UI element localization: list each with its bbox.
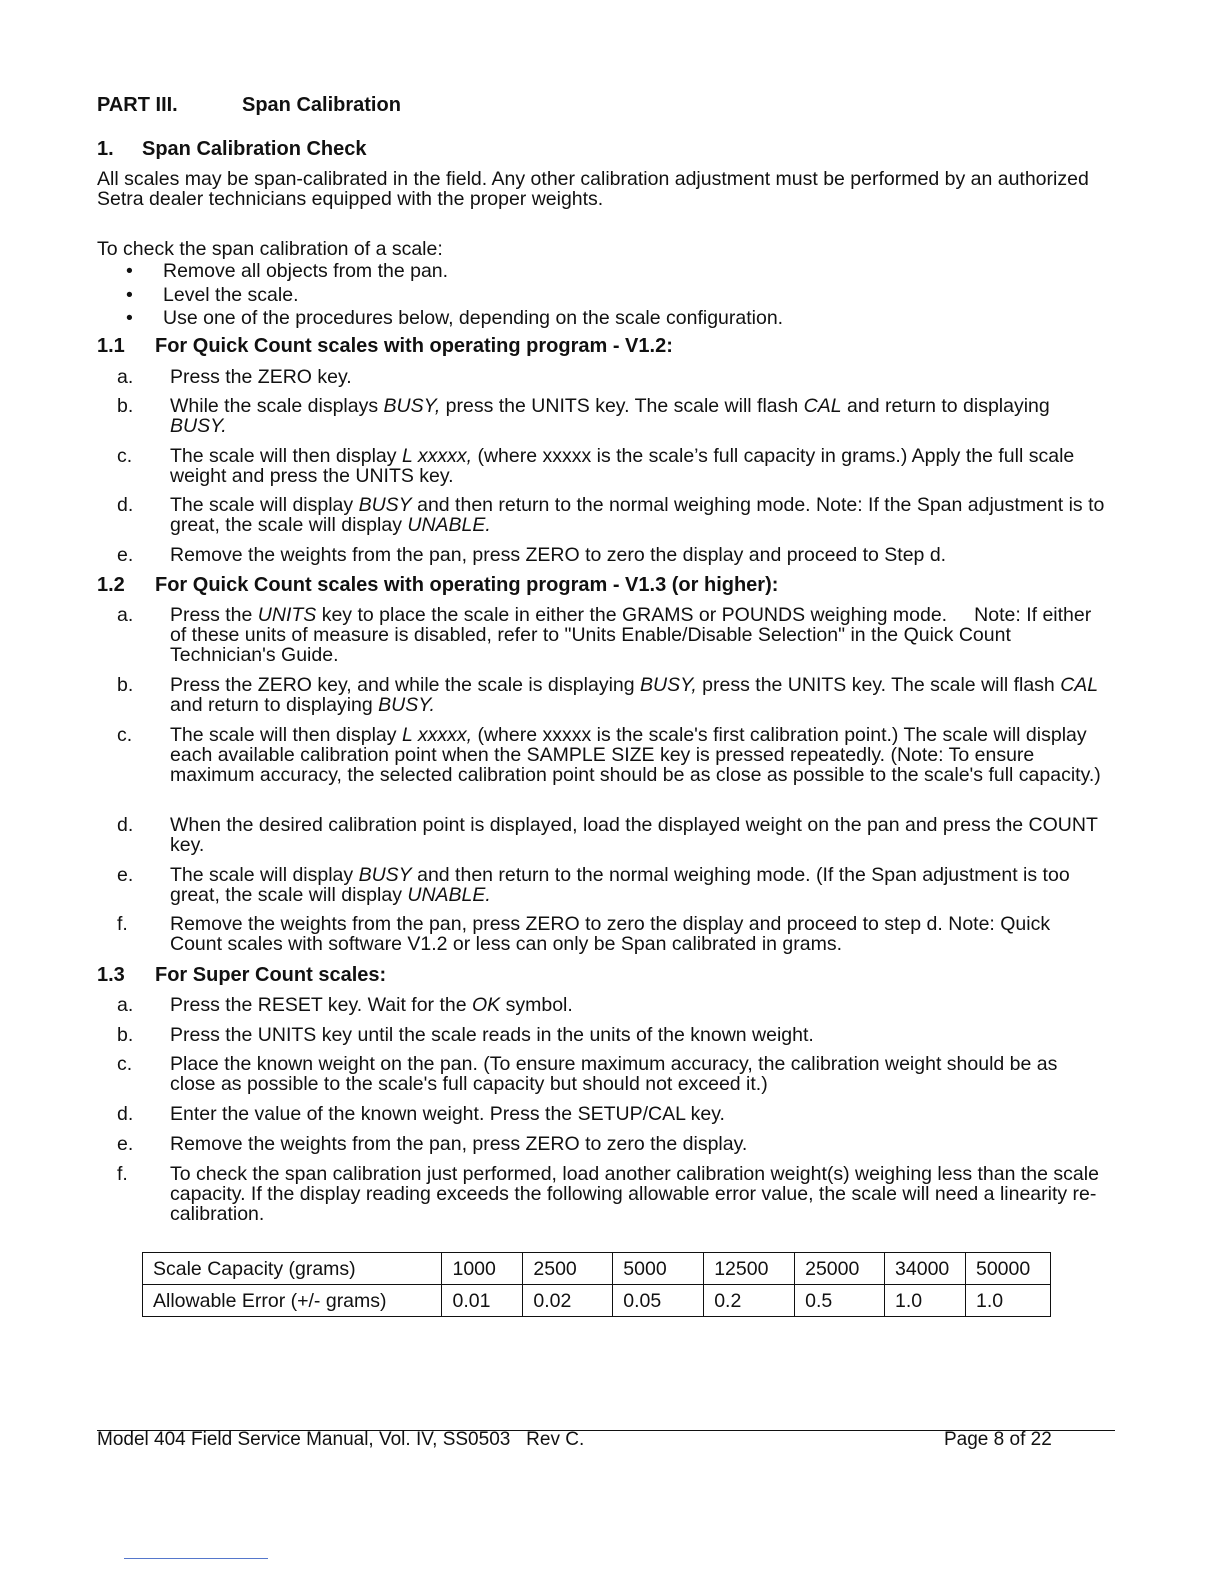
step-1-3-f: f. To check the span calibration just performed, load another calibration weight(s) weighing less than the scale capacity. If the display reading exceeds the following allowable error value, the scale will need a linearity re-calibration.: [117, 1163, 1099, 1225]
table-cell: 0.01: [442, 1285, 523, 1317]
table-cell: 5000: [613, 1253, 704, 1285]
check-intro: To check the span calibration of a scale:: [97, 238, 443, 260]
table-cell: 2500: [523, 1253, 613, 1285]
step-1-2-a: a. Press the UNITS key to place the scale in either the GRAMS or POUNDS weighing mode. Note: If either of these units of measure is disabled, refer to "Units Enable/Disable Selection" in the Quick Count Technician's Guide.: [117, 604, 1097, 666]
table-cell: 0.02: [523, 1285, 613, 1317]
part-title: Span Calibration: [242, 94, 401, 116]
table-cell: 25000: [795, 1253, 885, 1285]
decorative-line: [124, 1558, 268, 1559]
section-title: Span Calibration Check: [142, 138, 367, 160]
table-cell: 12500: [704, 1253, 795, 1285]
table-cell: Allowable Error (+/- grams): [143, 1285, 442, 1317]
table-cell: 1.0: [965, 1285, 1050, 1317]
step-1-3-a: a. Press the RESET key. Wait for the OK symbol.: [117, 994, 573, 1016]
subsection-heading-1-1: 1.1 For Quick Count scales with operating program - V1.2:: [97, 335, 673, 357]
step-1-2-d: d. When the desired calibration point is displayed, load the displayed weight on the pan and press the COUNT key.: [117, 814, 1098, 856]
step-1-1-b: b. While the scale displays BUSY, press the UNITS key. The scale will flash CAL and return to displaying BUSY.: [117, 395, 1050, 437]
step-1-3-c: c. Place the known weight on the pan. (To ensure maximum accuracy, the calibration weight should be as close as possible to the scale's full capacity but should not exceed it.): [117, 1053, 1058, 1095]
step-1-3-d: d. Enter the value of the known weight. Press the SETUP/CAL key.: [117, 1103, 725, 1125]
table-cell: 1.0: [885, 1285, 966, 1317]
table-cell: 0.2: [704, 1285, 795, 1317]
step-1-3-e: e. Remove the weights from the pan, press ZERO to zero the display.: [117, 1133, 748, 1155]
step-1-2-f: f. Remove the weights from the pan, press ZERO to zero the display and proceed to step d. Note: Quick Count scales with software V1.2 or less can only be Span calibrated in grams.: [117, 913, 1051, 955]
step-1-3-b: b. Press the UNITS key until the scale reads in the units of the known weight.: [117, 1024, 814, 1046]
intro-paragraph: All scales may be span-calibrated in the field. Any other calibration adjustment must be performed by an authorized Setra dealer technicians equipped with the proper weights.: [97, 168, 1089, 210]
section-number: 1.: [97, 138, 114, 160]
table-cell: 0.5: [795, 1285, 885, 1317]
list-item: • Use one of the procedures below, depending on the scale configuration.: [126, 307, 784, 329]
part-number: PART III.: [97, 94, 178, 116]
step-1-1-d: d. The scale will display BUSY and then return to the normal weighing mode. Note: If the Span adjustment is to great, the scale will display UNABLE.: [117, 494, 1105, 536]
step-1-1-e: e. Remove the weights from the pan, press ZERO to zero the display and proceed to Step d.: [117, 544, 947, 566]
allowable-error-table: [142, 1252, 1051, 1317]
table-row: [143, 1253, 1051, 1285]
table-cell: Scale Capacity (grams): [143, 1253, 442, 1285]
list-item: • Remove all objects from the pan.: [126, 260, 449, 282]
list-item: • Level the scale.: [126, 283, 299, 306]
table-cell: 50000: [965, 1253, 1050, 1285]
table-cell: 1000: [442, 1253, 523, 1285]
step-1-1-c: c. The scale will then display L xxxxx, (where xxxxx is the scale’s full capacity in grams.) Apply the full scale weight and press the UNITS key.: [117, 445, 1075, 487]
bullet-icon: •: [126, 260, 133, 282]
step-1-2-b: b. Press the ZERO key, and while the scale is displaying BUSY, press the UNITS key. The scale will flash CAL and return to displaying BUSY.: [117, 674, 1099, 716]
subsection-heading-1-3: 1.3 For Super Count scales:: [97, 964, 387, 986]
subsection-heading-1-2: 1.2 For Quick Count scales with operating program - V1.3 (or higher):: [97, 574, 779, 596]
step-1-2-e: e. The scale will display BUSY and then return to the normal weighing mode. (If the Span adjustment is too great, the scale will display UNABLE.: [117, 864, 1070, 906]
part-heading: [97, 95, 401, 115]
footer-document-title: Model 404 Field Service Manual, Vol. IV, SS0503 Rev C.: [97, 1429, 585, 1450]
step-1-2-c: c. The scale will then display L xxxxx, (where xxxxx is the scale's first calibration point.) The scale will display each available calibration point when the SAMPLE SIZE key is pressed repeatedly. (Note: To ensure maximum accuracy, the selected calibration point should be as close as possible to the scale's full capacity.): [117, 724, 1101, 786]
table-cell: 34000: [885, 1253, 966, 1285]
bullet-icon: •: [126, 283, 133, 306]
table-cell: 0.05: [613, 1285, 704, 1317]
step-1-1-a: a. Press the ZERO key.: [117, 366, 352, 388]
table-row: [143, 1285, 1051, 1317]
bullet-icon: •: [126, 307, 133, 329]
footer-page-number: Page 8 of 22: [944, 1429, 1052, 1450]
section-heading: [97, 139, 367, 159]
bullet-list: [97, 261, 783, 332]
